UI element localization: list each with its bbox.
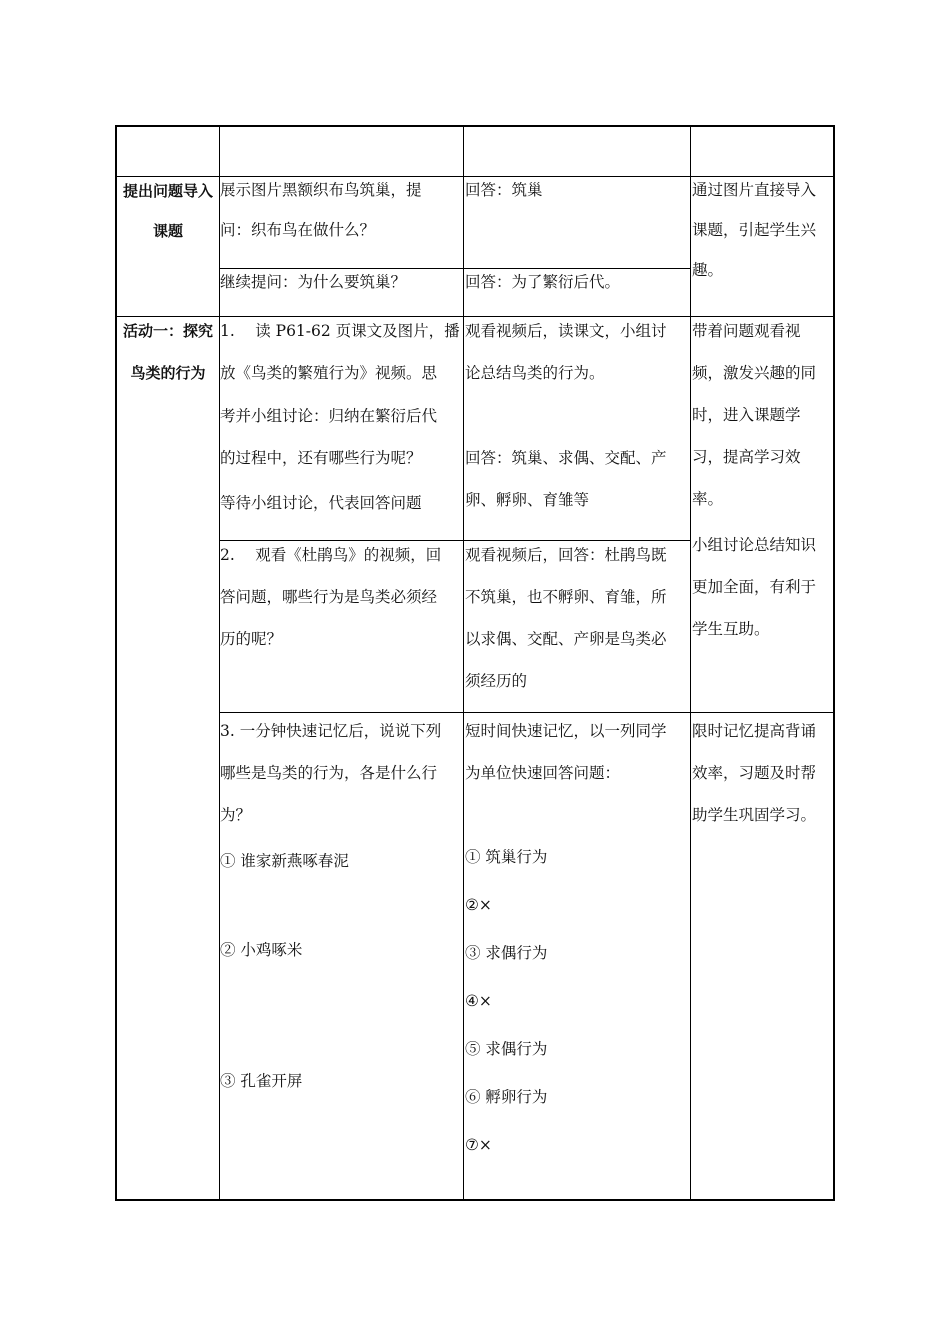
- teacher-activity: 问：织布鸟在做什么？: [220, 221, 376, 239]
- design-intent: 习，提高学习效: [692, 448, 801, 466]
- design-intent: 带着问题观看视: [692, 322, 801, 340]
- column-divider: [463, 125, 464, 1201]
- answer-item: ⑦×: [465, 1136, 492, 1154]
- design-intent: 率。: [692, 490, 724, 508]
- answer-item: ④×: [465, 992, 492, 1010]
- column-divider: [690, 125, 691, 1201]
- teacher-activity: 答问题，哪些行为是鸟类必须经: [220, 588, 438, 606]
- design-intent: 通过图片直接导入: [692, 181, 817, 199]
- stage-label: 活动一：探究: [122, 322, 213, 340]
- design-intent: 限时记忆提高背诵: [692, 722, 817, 740]
- teacher-activity: 的过程中，还有哪些行为呢？: [220, 449, 422, 467]
- answer-item: ③ 求偶行为: [465, 944, 548, 962]
- student-activity: 不筑巢，也不孵卵、育雏，所: [465, 588, 667, 606]
- stage-label: 提出问题导入: [122, 182, 213, 200]
- design-intent: 频，激发兴趣的同: [692, 364, 817, 382]
- student-activity: 短时间快速记忆，以一列同学: [465, 722, 667, 740]
- student-activity: 须经历的: [465, 672, 528, 690]
- teacher-activity: 放《鸟类的繁殖行为》视频。思: [220, 364, 438, 382]
- teacher-activity: 等待小组讨论，代表回答问题: [220, 494, 422, 512]
- student-activity: 回答：筑巢: [465, 181, 543, 199]
- stage-label: 鸟类的行为: [130, 364, 206, 382]
- design-intent: 课题，引起学生兴: [692, 221, 817, 239]
- design-intent: 学生互助。: [692, 620, 770, 638]
- design-intent: 效率，习题及时帮: [692, 764, 817, 782]
- design-intent: 助学生巩固学习。: [692, 806, 817, 824]
- design-intent: 更加全面，有利于: [692, 578, 817, 596]
- teacher-activity: 考并小组讨论：归纳在繁衍后代: [220, 407, 438, 425]
- answer-item: ① 筑巢行为: [465, 848, 548, 866]
- student-activity: 以求偶、交配、产卵是鸟类必: [465, 630, 667, 648]
- answer-item: ⑥ 孵卵行为: [465, 1088, 548, 1106]
- answer-item: ②×: [465, 896, 492, 914]
- teacher-activity: 3. 一分钟快速记忆后，说说下列: [220, 722, 442, 740]
- student-activity: 回答：为了繁衍后代。: [465, 273, 621, 291]
- quiz-item: ① 谁家新燕啄春泥: [220, 852, 349, 870]
- teacher-activity: 2. 观看《杜鹃鸟》的视频，回: [220, 546, 442, 564]
- teacher-activity: 为？: [220, 806, 252, 824]
- student-activity: 观看视频后，读课文，小组讨: [465, 322, 667, 340]
- teacher-activity: 1. 读 P61-62 页课文及图片，播: [220, 322, 460, 340]
- quiz-item: ③ 孔雀开屏: [220, 1072, 303, 1090]
- teacher-activity: 历的呢？: [220, 630, 283, 648]
- design-intent: 小组讨论总结知识: [692, 536, 817, 554]
- student-activity: 卵、孵卵、育雏等: [465, 491, 590, 509]
- teacher-activity: 继续提问：为什么要筑巢？: [220, 273, 407, 291]
- student-activity: 为单位快速回答问题：: [465, 764, 621, 782]
- student-activity: 回答：筑巢、求偶、交配、产: [465, 449, 667, 467]
- student-activity: 观看视频后，回答：杜鹃鸟既: [465, 546, 667, 564]
- student-activity: 论总结鸟类的行为。: [465, 364, 605, 382]
- design-intent: 趣。: [692, 261, 724, 279]
- quiz-item: ② 小鸡啄米: [220, 941, 303, 959]
- teacher-activity: 展示图片黑额织布鸟筑巢，提: [220, 181, 422, 199]
- answer-item: ⑤ 求偶行为: [465, 1040, 548, 1058]
- teacher-activity: 哪些是鸟类的行为，各是什么行: [220, 764, 438, 782]
- stage-label: 课题: [152, 222, 183, 240]
- design-intent: 时，进入课题学: [692, 406, 801, 424]
